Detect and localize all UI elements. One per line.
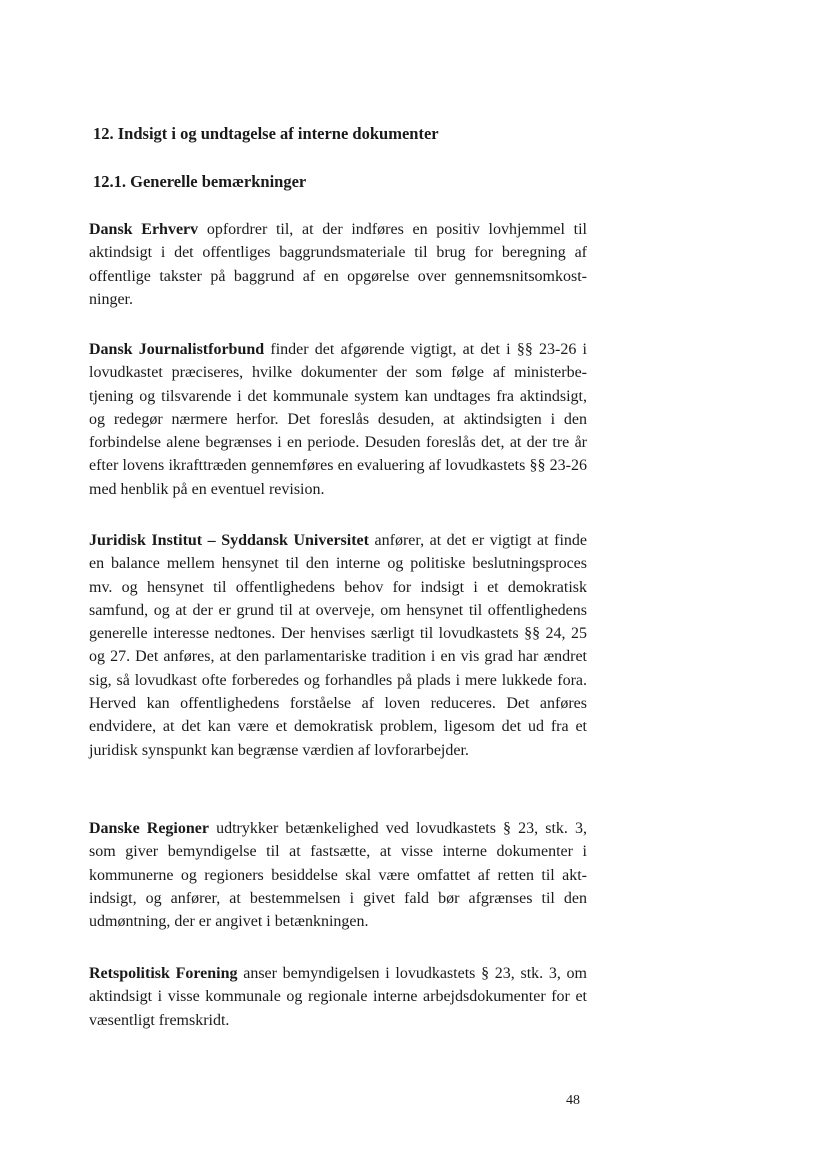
subsection-heading: 12.1. Generelle bemærkninger — [93, 172, 307, 191]
section-heading: 12. Indsigt i og undtagelse af interne dokumenter — [93, 124, 439, 143]
paragraph-text: anfører, at det er vigtigt at finde en balance mellem hensynet til den interne og politiske beslutningsproces mv. og hensynet til offentlighedens behov for indsigt i et demokratisk samfund, og at der er grund til at overveje, om hensynet til offentlighedens generelle interesse nedtones. Der henvises særligt til lovudkastets §§ 24, 25 og 27. Det anføres, at den parlamentariske tradition i en vis grad har ændret sig, så lovudkast ofte forberedes og forhandles på plads i mere lukkede fora. Herved kan offentlighedens forståelse af loven reduceres. Det anføres endvidere, at det kan være et demokratisk problem, ligesom det ud fra et juridisk synspunkt kan begrænse værdien af lovforarbejder. — [89, 532, 587, 759]
organization-name: Retspolitisk Forening — [89, 965, 238, 982]
organization-name: Dansk Erhverv — [89, 221, 199, 238]
paragraph-dansk-erhverv — [89, 218, 587, 311]
page-number: 48 — [566, 1093, 580, 1108]
organization-name: Danske Regioner — [89, 820, 209, 837]
organization-name: Dansk Journalistforbund — [89, 341, 265, 358]
paragraph-text: finder det afgørende vigtigt, at det i §§ 23-26 i lovudkastet præciseres, hvilke dokumenter der som følge af ministerbetjening og tilsvarende i det kommunale system kan undtages fra aktindsigt, og redegør nærmere herfor. Det foreslås desuden, at aktindsigten i den forbindelse alene begrænses i en periode. Desuden foreslås det, at der tre år efter lovens ikrafttræden gennemføres en evaluering af lovudkastets §§ 23-26 med henblik på en eventuel revision. — [89, 341, 587, 498]
organization-name: Juridisk Institut – Syddansk Universitet — [89, 532, 369, 549]
paragraph-text: opfordrer til, at der indføres en positiv lovhjemmel til aktindsigt i det offentliges baggrundsmateriale til brug for beregning af offentlige takster på baggrund af en opgørelse over gennemsnitsomkostninger. — [89, 221, 587, 308]
paragraph-juridisk-institut — [89, 529, 587, 762]
paragraph-danske-regioner — [89, 817, 587, 933]
paragraph-text: anser bemyndigelsen i lovudkastets § 23, stk. 3, om aktindsigt i visse kommunale og regionale interne arbejdsdokumenter for et væsentligt fremskridt. — [89, 965, 587, 1029]
paragraph-retspolitisk-forening — [89, 962, 587, 1032]
paragraph-text: udtrykker betænkelighed ved lovudkastets § 23, stk. 3, som giver bemyndigelse til at fastsætte, at visse interne dokumenter i kommunerne og regioners besiddelse skal være omfattet af retten til aktindsigt, og anfører, at bestemmelsen i givet fald bør afgrænses til den udmøntning, der er angivet i betænkningen. — [89, 820, 588, 931]
paragraph-dansk-journalistforbund — [89, 338, 587, 501]
